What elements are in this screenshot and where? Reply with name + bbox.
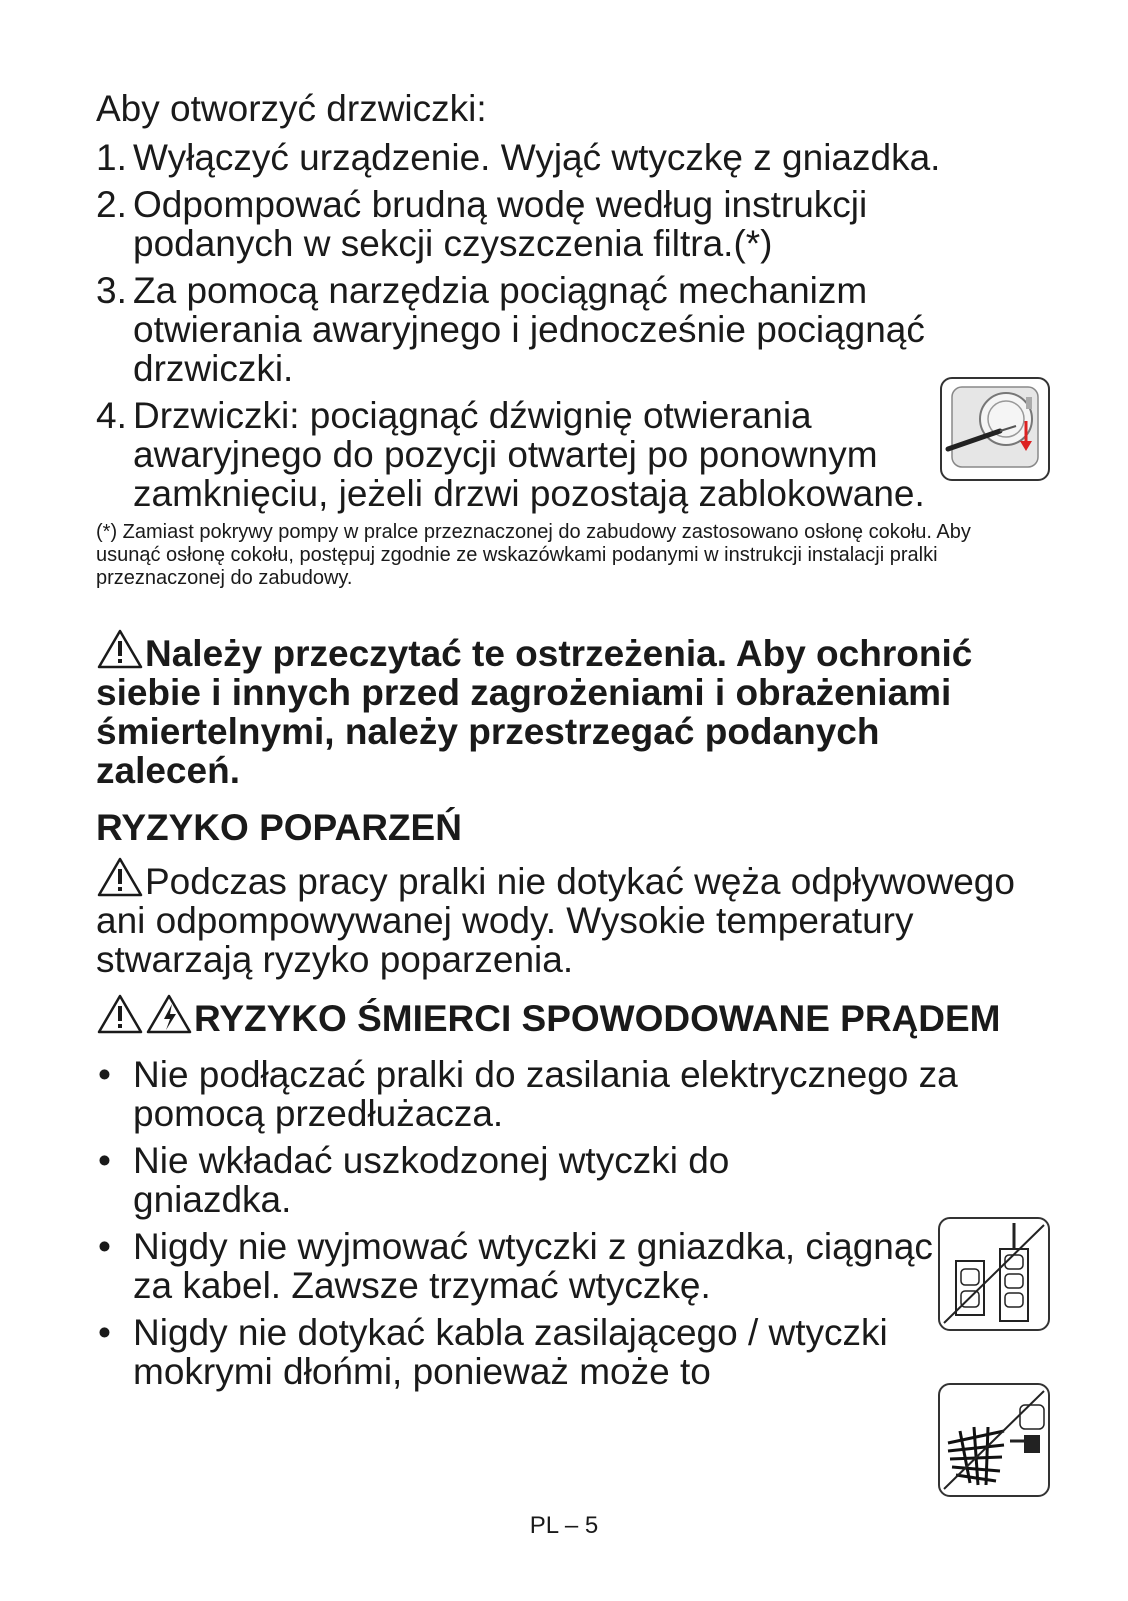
bullet: • xyxy=(98,1140,111,1181)
intro-text: Aby otworzyć drzwiczki: xyxy=(96,88,487,129)
step-number: 3. xyxy=(96,270,127,311)
footnote: (*) Zamiast pokrywy pompy w pralce przeznaczonej do zabudowy zastosowano osłonę cokołu. Aby usunąć osłonę cokołu, postępuj zgodnie ze wskazówkami podanymi w instrukcji instalacji pralki przeznaczonej do zabudowy. xyxy=(96,521,971,589)
list-item-text: Nie wkładać uszkodzonej wtyczki do gniazdka. xyxy=(133,1140,730,1220)
warning-triangle-icon xyxy=(96,993,144,1035)
list-item xyxy=(96,185,973,263)
burn-text: Podczas pracy pralki nie dotykać węża odpływowego ani odpompowywanej wody. Wysokie temperatury stwarzają ryzyko poparzenia. xyxy=(96,861,1015,980)
step-number: 2. xyxy=(96,184,127,225)
warning-triangle-icon xyxy=(96,628,144,670)
bullet: • xyxy=(98,1312,111,1353)
list-item xyxy=(96,1141,893,1219)
shock-heading-block xyxy=(96,993,1036,1039)
burn-text-block xyxy=(96,856,1036,979)
page-number: PL – 5 xyxy=(529,1512,599,1539)
step-number: 4. xyxy=(96,395,127,436)
list-item-text: Nie podłączać pralki do zasilania elektrycznego za pomocą przedłużacza. xyxy=(133,1054,958,1134)
no-extension-cord-illustration xyxy=(938,1217,1050,1331)
step-text: Drzwiczki: pociągnąć dźwignię otwierania awaryjnego do pozycji otwartej po ponownym zamknięciu, jeżeli drzwi pozostają zablokowane. xyxy=(133,395,925,514)
step-text: Odpompować brudną wodę według instrukcji podanych w sekcji czyszczenia filtra.(*) xyxy=(133,184,868,264)
list-item xyxy=(96,271,1023,388)
list-item-text: Nigdy nie wyjmować wtyczki z gniazdka, ciągnąc za kabel. Zawsze trzymać wtyczkę. xyxy=(133,1226,933,1306)
warning-text: Należy przeczytać te ostrzeżenia. Aby ochronić siebie i innych przed zagrożeniami i obrażeniami śmiertelnymi, należy przestrzegać podanych zaleceń. xyxy=(96,633,973,791)
electric-hazard-icon xyxy=(145,993,193,1035)
step-number: 1. xyxy=(96,137,127,178)
shock-list xyxy=(96,1055,1036,1391)
no-wet-plug-illustration xyxy=(938,1383,1050,1497)
shock-heading: RYZYKO ŚMIERCI SPOWODOWANE PRĄDEM xyxy=(194,998,1001,1039)
step-text: Wyłączyć urządzenie. Wyjąć wtyczkę z gniazdka. xyxy=(133,137,941,178)
list-item-text: Nigdy nie dotykać kabla zasilającego / wtyczki mokrymi dłońmi, ponieważ może to xyxy=(133,1312,888,1392)
warning-triangle-icon xyxy=(96,856,144,898)
page-content xyxy=(96,88,1036,1399)
emergency-door-release-illustration xyxy=(940,377,1050,481)
safety-warning xyxy=(96,628,996,790)
list-item xyxy=(96,138,1043,177)
step-text: Za pomocą narzędzia pociągnąć mechanizm otwierania awaryjnego i jednocześnie pociągnąć drzwiczki. xyxy=(133,270,925,389)
list-item xyxy=(96,1055,1013,1133)
bullet: • xyxy=(98,1226,111,1267)
list-item xyxy=(96,1227,953,1305)
list-item xyxy=(96,396,973,513)
steps-list xyxy=(96,138,1036,513)
burn-heading: RYZYKO POPARZEŃ xyxy=(96,807,462,848)
bullet: • xyxy=(98,1054,111,1095)
list-item xyxy=(96,1313,993,1391)
